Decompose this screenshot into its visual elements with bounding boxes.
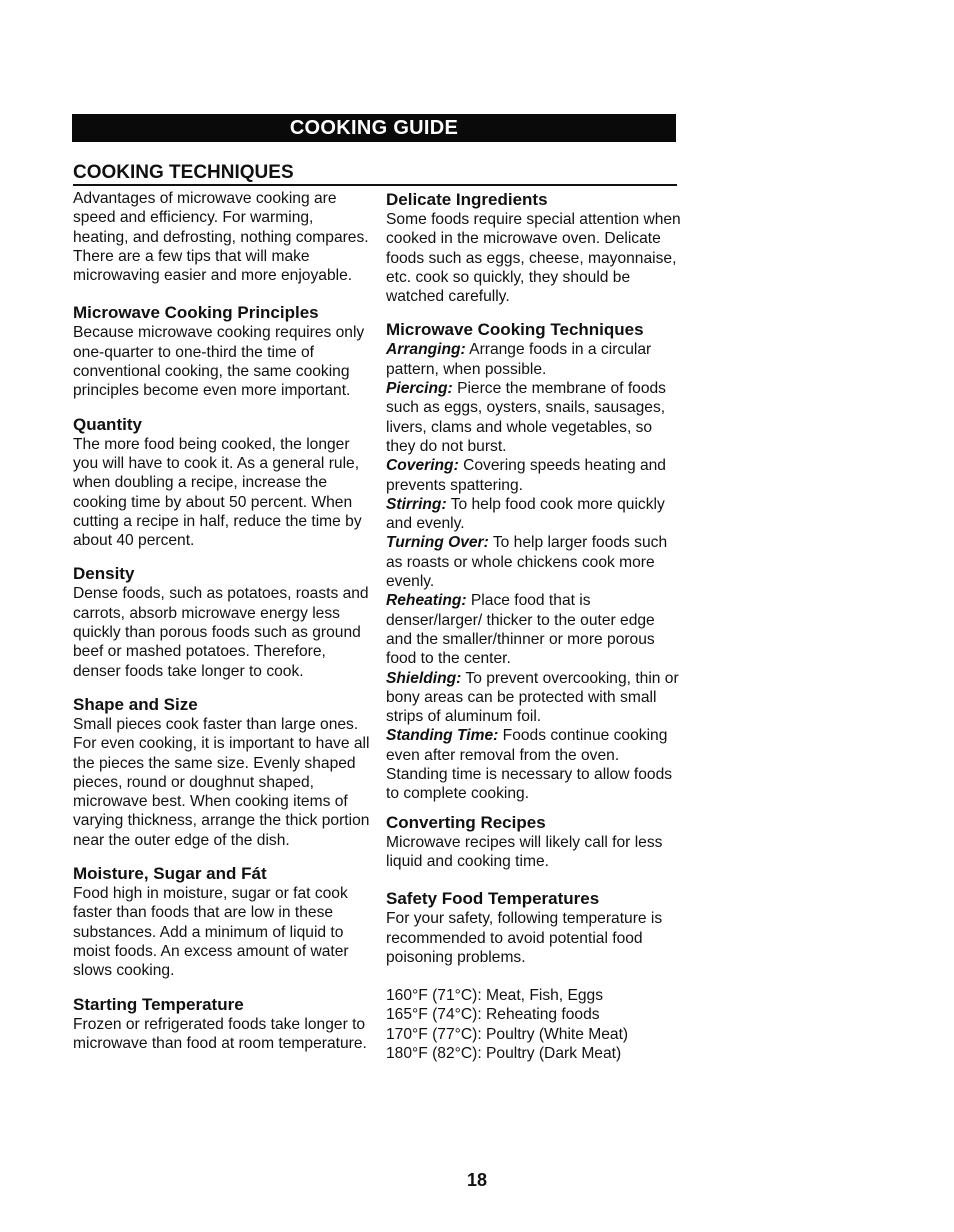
safety-heading: Safety Food Temperatures — [386, 889, 600, 909]
technique-item — [386, 340, 684, 379]
delicate-body: Some foods require special attention when cooked in the microwave oven. Delicate foods such as eggs, cheese, mayonnaise, etc. cook so quickly, they should be watched carefully. — [386, 211, 681, 306]
technique-item — [386, 456, 684, 495]
technique-text: To prevent overcooking, thin or bony areas can be protected with small strips of aluminum foil. — [386, 669, 679, 726]
technique-text: Pierce the membrane of foods such as eggs, oysters, snails, sausages, livers, clams and whole vegetables, so they do not burst. — [386, 380, 666, 455]
starting-heading: Starting Temperature — [73, 994, 244, 1014]
section-divider — [73, 184, 677, 186]
density-body: Dense foods, such as potatoes, roasts and carrots, absorb microwave energy less quickly than porous foods such as ground beef or mashed potatoes. Therefore, denser foods take longer to cook. — [73, 585, 369, 680]
technique-item — [386, 495, 684, 534]
principles-heading: Microwave Cooking Principles — [73, 303, 319, 323]
delicate-heading: Delicate Ingredients — [386, 190, 548, 209]
technique-label: Arranging: — [386, 341, 466, 359]
techniques-heading: Microwave Cooking Techniques — [386, 320, 644, 340]
technique-text: To help larger foods such as roasts or whole chickens cook more evenly. — [386, 534, 668, 591]
technique-label: Stirring: — [386, 495, 447, 513]
principles-body: Because microwave cooking requires only one-quarter to one-third the time of conventional cooking, the same cooking principles become even more important. — [73, 324, 365, 400]
technique-text: Foods continue cooking even after removal from the oven. Standing time is necessary to allow foods to complete cooking. — [386, 727, 673, 803]
technique-label: Shielding: — [386, 669, 462, 687]
section-title: COOKING TECHNIQUES — [73, 162, 294, 183]
technique-text: To help food cook more quickly and evenly. — [386, 495, 665, 533]
right-column — [386, 189, 684, 1063]
density-heading: Density — [73, 564, 135, 584]
page-number: 18 — [466, 1170, 488, 1190]
technique-item — [386, 669, 684, 727]
shape-body: Small pieces cook faster than large ones. For even cooking, it is important to have all the pieces the same size. Evenly shaped pieces, round or doughnut shaped, microwave best. When cooking items of varying thickness, arrange the thick portion near the outer edge of the dish. — [73, 715, 370, 849]
technique-text: Place food that is denser/larger/ thicker to the outer edge and the smaller/thinner or more porous food to the center. — [386, 592, 655, 668]
quantity-body: The more food being cooked, the longer you will have to cook it. As a general rule, when doubling a recipe, increase the cooking time by about 50 percent. When cutting a recipe in half, reduce the time by about 40 percent. — [73, 435, 362, 550]
left-column — [73, 189, 371, 1053]
safety-body: For your safety, following temperature is recommended to avoid potential food poisoning problems. — [386, 910, 663, 966]
converting-heading: Converting Recipes — [386, 812, 546, 832]
intro-paragraph: Advantages of microwave cooking are speed and efficiency. For warming, heating, and defrosting, nothing compares. There are a few tips that will make microwaving easier and more enjoyable. — [73, 190, 369, 285]
technique-label: Standing Time: — [386, 727, 499, 745]
converting-body: Microwave recipes will likely call for less liquid and cooking time. — [386, 833, 663, 870]
shape-heading: Shape and Size — [73, 694, 198, 714]
technique-label: Piercing: — [386, 380, 453, 398]
technique-label: Reheating: — [386, 592, 467, 610]
quantity-heading: Quantity — [73, 414, 142, 434]
temperature-list — [386, 986, 684, 1063]
technique-label: Covering: — [386, 457, 459, 475]
technique-item — [386, 591, 684, 668]
techniques-list — [386, 340, 684, 803]
technique-item — [386, 726, 684, 803]
technique-text: Covering speeds heating and prevents spattering. — [386, 457, 666, 494]
moisture-body: Food high in moisture, sugar or fat cook faster than foods that are low in these substances. Add a minimum of liquid to moist foods. An excess amount of water slows cooking. — [73, 885, 349, 980]
temperature-item: 165°F (74°C): Reheating foods — [386, 1006, 600, 1024]
temperature-item: 170°F (77°C): Poultry (White Meat) — [386, 1025, 629, 1043]
starting-body: Frozen or refrigerated foods take longer to microwave than food at room temperature. — [73, 1015, 367, 1052]
page-banner: COOKING GUIDE — [72, 114, 676, 142]
temperature-item: 180°F (82°C): Poultry (Dark Meat) — [386, 1044, 622, 1062]
technique-text: Arrange foods in a circular pattern, when possible. — [386, 341, 652, 378]
technique-item — [386, 533, 684, 591]
temperature-item: 160°F (71°C): Meat, Fish, Eggs — [386, 987, 604, 1005]
moisture-heading: Moisture, Sugar and Fát — [73, 864, 267, 884]
technique-item — [386, 379, 684, 456]
technique-label: Turning Over: — [386, 534, 489, 552]
